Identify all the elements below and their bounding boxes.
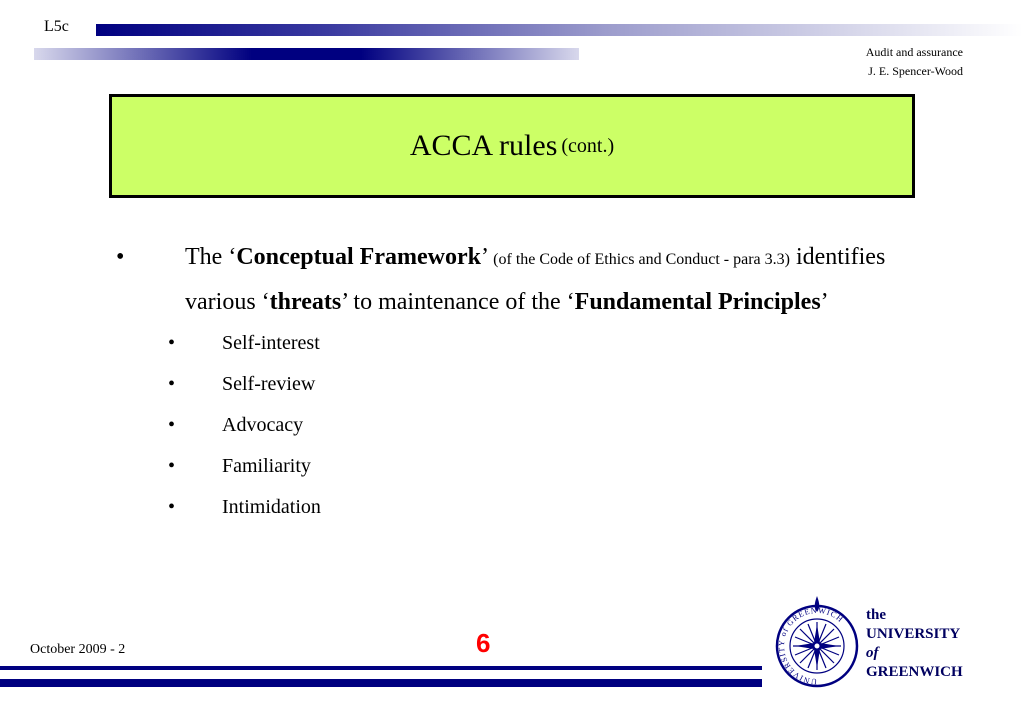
term-conceptual-framework: Conceptual Framework bbox=[236, 244, 481, 270]
sub-bullet bbox=[116, 364, 916, 405]
term-fundamental-principles: Fundamental Principles bbox=[574, 289, 821, 315]
slide-title: ACCA rules bbox=[409, 129, 558, 162]
term-threats: threats bbox=[269, 289, 342, 315]
slide-title-sub: (cont.) bbox=[561, 134, 615, 157]
slide-code: L5c bbox=[44, 18, 69, 35]
course-name: Audit and assurance bbox=[865, 45, 963, 59]
threat-self-review: Self-review bbox=[222, 373, 316, 395]
uni-line-of bbox=[866, 644, 963, 663]
text-segment: ’ bbox=[820, 289, 829, 315]
bullet-list bbox=[116, 236, 916, 528]
sub-bullet bbox=[116, 487, 916, 528]
reference-note: (of the Code of Ethics and Conduct - para 3.3) bbox=[493, 251, 790, 268]
author-name: J. E. Spencer-Wood bbox=[868, 64, 963, 78]
bottom-bar-thick bbox=[0, 679, 762, 687]
threat-intimidation: Intimidation bbox=[222, 496, 321, 518]
second-gradient-bar bbox=[34, 48, 579, 60]
footer-date: October 2009 - 2 bbox=[30, 642, 126, 657]
text-segment: identifies various ‘ bbox=[185, 244, 886, 315]
text-segment: ’ to maintenance of the ‘ bbox=[341, 289, 575, 315]
uni-of-text: of bbox=[866, 645, 879, 661]
uni-line-the: the bbox=[866, 607, 886, 623]
sub-bullet bbox=[116, 323, 916, 364]
svg-text:UNIVERSITY of GREENWICH: UNIVERSITY of GREENWICH bbox=[776, 605, 846, 687]
title-box bbox=[109, 94, 915, 198]
threat-advocacy: Advocacy bbox=[222, 414, 304, 436]
text-segment: ’ bbox=[480, 244, 494, 270]
sub-bullet bbox=[116, 405, 916, 446]
top-gradient-bar bbox=[96, 24, 1023, 36]
sub-bullet-marker: • bbox=[168, 496, 176, 518]
sub-bullet bbox=[116, 446, 916, 487]
sub-bullet-marker: • bbox=[168, 455, 176, 477]
threat-self-interest: Self-interest bbox=[222, 332, 320, 354]
university-name bbox=[866, 606, 963, 682]
page-number: 6 bbox=[476, 628, 491, 658]
uni-line-university: UNIVERSITY bbox=[866, 626, 961, 642]
university-seal-icon bbox=[774, 592, 860, 692]
sub-bullet-marker: • bbox=[168, 373, 176, 395]
sub-bullet-marker: • bbox=[168, 414, 176, 436]
threat-familiarity: Familiarity bbox=[222, 455, 311, 477]
header-info bbox=[866, 43, 963, 81]
bottom-bar-thin bbox=[0, 666, 762, 670]
main-bullet bbox=[116, 236, 916, 323]
sub-bullet-marker: • bbox=[168, 332, 176, 354]
uni-line-greenwich: GREENWICH bbox=[866, 664, 963, 680]
bullet-marker: • bbox=[116, 244, 125, 270]
text-segment: The ‘ bbox=[185, 244, 237, 270]
